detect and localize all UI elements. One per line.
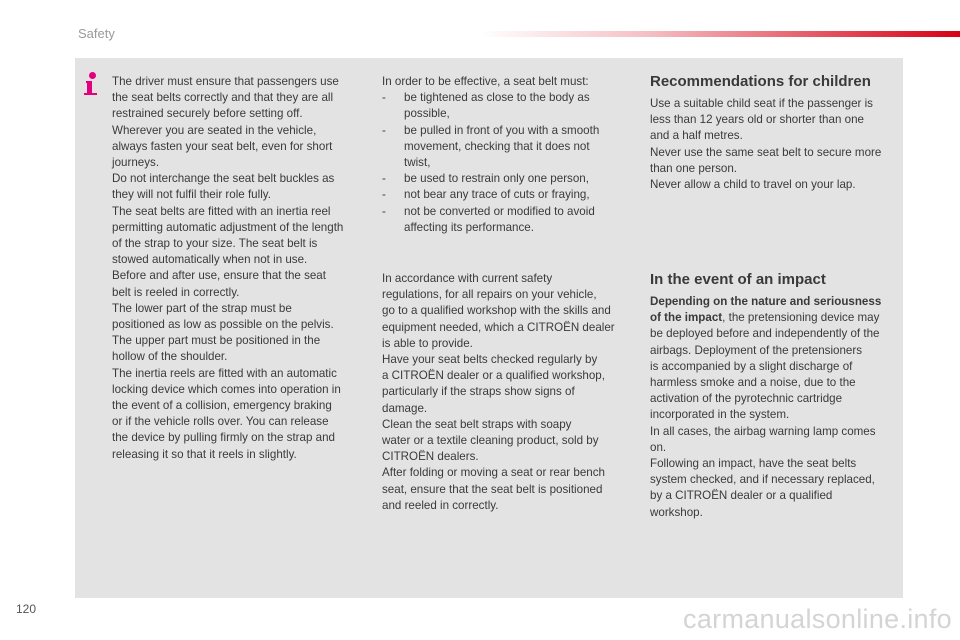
text-line: journeys.	[112, 156, 160, 170]
seat-belt-requirements	[382, 74, 632, 236]
list-dash: -	[382, 188, 386, 202]
text-line: and a half metres.	[650, 129, 743, 143]
text-line: system checked, and if necessary replaced,	[650, 473, 875, 487]
text-line: than one person.	[650, 161, 738, 175]
text-line: After folding or moving a seat or rear bench	[382, 466, 605, 480]
text-line: the device by pulling firmly on the strap and	[112, 431, 335, 445]
list-item	[382, 171, 632, 187]
children-recommendations	[650, 96, 900, 193]
text-line: and reeled in correctly.	[382, 498, 499, 512]
list-dash: -	[382, 123, 386, 137]
info-icon	[86, 72, 100, 96]
text-phrase: , the pretensioning device may	[722, 311, 880, 325]
text-line: In accordance with current safety	[382, 272, 553, 285]
list-item	[382, 187, 632, 203]
text-line: not bear any trace of cuts or fraying,	[404, 188, 590, 202]
text-line	[650, 310, 900, 326]
text-line: seat, ensure that the seat belt is positioned	[382, 482, 603, 496]
text-line: airbags. Deployment of the pretensioners	[650, 343, 863, 357]
text-line: The driver must ensure that passengers use	[112, 75, 339, 88]
maintenance-info	[382, 271, 632, 514]
text-line: be tightened as close to the body as	[404, 91, 590, 105]
requirements-intro: In order to be effective, a seat belt must:	[382, 75, 589, 88]
children-heading: Recommendations for children	[650, 73, 871, 90]
text-line: twist,	[404, 156, 431, 170]
text-line: particularly if the straps show signs of	[382, 385, 575, 399]
text-line: CITROËN dealers.	[382, 450, 479, 464]
text-line: permitting automatic adjustment of the length	[112, 220, 344, 234]
text-line: Never allow a child to travel on your lap.	[650, 178, 856, 192]
page-number: 120	[16, 602, 37, 616]
text-line: Use a suitable child seat if the passenger is	[650, 97, 873, 110]
text-line: Wherever you are seated in the vehicle,	[112, 123, 317, 137]
list-dash: -	[382, 204, 386, 218]
text-line: Do not interchange the seat belt buckles as	[112, 172, 335, 186]
text-line: workshop.	[650, 505, 703, 519]
text-line: less than 12 years old or shorter than one	[650, 113, 864, 127]
text-line: The seat belts are fitted with an inertia reel	[112, 204, 331, 218]
text-line: on.	[650, 440, 667, 454]
text-line: the event of a collision, emergency braking	[112, 399, 332, 413]
text-line: damage.	[382, 401, 428, 415]
watermark: carmanualsonline.info	[683, 604, 952, 634]
text-line: The inertia reels are fitted with an automatic	[112, 366, 337, 380]
text-line: not be converted or modified to avoid	[404, 204, 595, 218]
text-line: activation of the pyrotechnic cartridge	[650, 392, 843, 406]
text-line: In all cases, the airbag warning lamp comes	[650, 424, 876, 438]
text-line: Following an impact, have the seat belts	[650, 457, 857, 471]
text-line: The lower part of the strap must be	[112, 301, 292, 315]
list-dash: -	[382, 172, 386, 186]
section-title: Safety	[78, 26, 115, 41]
header-accent-bar	[480, 31, 960, 37]
text-line: affecting its performance.	[404, 220, 534, 234]
list-item	[382, 123, 632, 172]
text-line: always fasten your seat belt, even for short	[112, 139, 333, 153]
text-line: movement, checking that it does not	[404, 139, 590, 153]
text-line: Clean the seat belt straps with soapy	[382, 417, 572, 431]
text-line: is accompanied by a slight discharge of	[650, 359, 853, 373]
text-line: they will not fulfil their role fully.	[112, 188, 271, 202]
text-line: stowed automatically when not in use.	[112, 253, 308, 267]
text-line: locking device which comes into operation in	[112, 382, 341, 396]
list-dash: -	[382, 91, 386, 105]
text-line: equipment needed, which a CITROËN dealer	[382, 320, 615, 334]
text-line: incorporated in the system.	[650, 408, 790, 422]
impact-heading: In the event of an impact	[650, 271, 826, 288]
text-line: be pulled in front of you with a smooth	[404, 123, 600, 137]
text-line: is able to provide.	[382, 336, 473, 350]
text-line: positioned as low as possible on the pelvis.	[112, 318, 334, 332]
text-line: or if the vehicle rolls over. You can release	[112, 415, 329, 429]
text-line: the seat belts correctly and that they are all	[112, 91, 334, 105]
text-line: a CITROËN dealer or a qualified workshop,	[382, 369, 605, 383]
info-icon-dot	[89, 72, 96, 79]
text-line: releasing it so that it reels in slightly.	[112, 447, 297, 461]
info-icon-stem	[87, 81, 98, 95]
text-line: Before and after use, ensure that the seat	[112, 269, 326, 283]
list-item	[382, 204, 632, 236]
text-line: regulations, for all repairs on your vehicle,	[382, 288, 597, 302]
text-line: be used to restrain only one person,	[404, 172, 589, 186]
list-item	[382, 90, 632, 122]
bold-line: Depending on the nature and seriousness	[650, 295, 882, 308]
text-line: Have your seat belts checked regularly by	[382, 353, 598, 367]
text-line: hollow of the shoulder.	[112, 350, 228, 364]
text-line: by a CITROËN dealer or a qualified	[650, 489, 833, 503]
bold-phrase: of the impact	[650, 311, 723, 325]
text-line: water or a textile cleaning product, sold by	[382, 434, 599, 448]
text-line: be deployed before and independently of the	[650, 327, 880, 341]
impact-info	[650, 294, 900, 521]
seat-belt-info-column	[112, 74, 358, 463]
text-line: harmless smoke and a noise, due to the	[650, 376, 856, 390]
text-line: of the strap to your size. The seat belt is	[112, 237, 318, 251]
text-line: go to a qualified workshop with the skills and	[382, 304, 611, 318]
text-line: belt is reeled in correctly.	[112, 285, 240, 299]
text-line: The upper part must be positioned in the	[112, 334, 321, 348]
text-line: possible,	[404, 107, 450, 121]
text-line: Never use the same seat belt to secure more	[650, 145, 882, 159]
text-line: restrained securely before setting off.	[112, 107, 303, 121]
